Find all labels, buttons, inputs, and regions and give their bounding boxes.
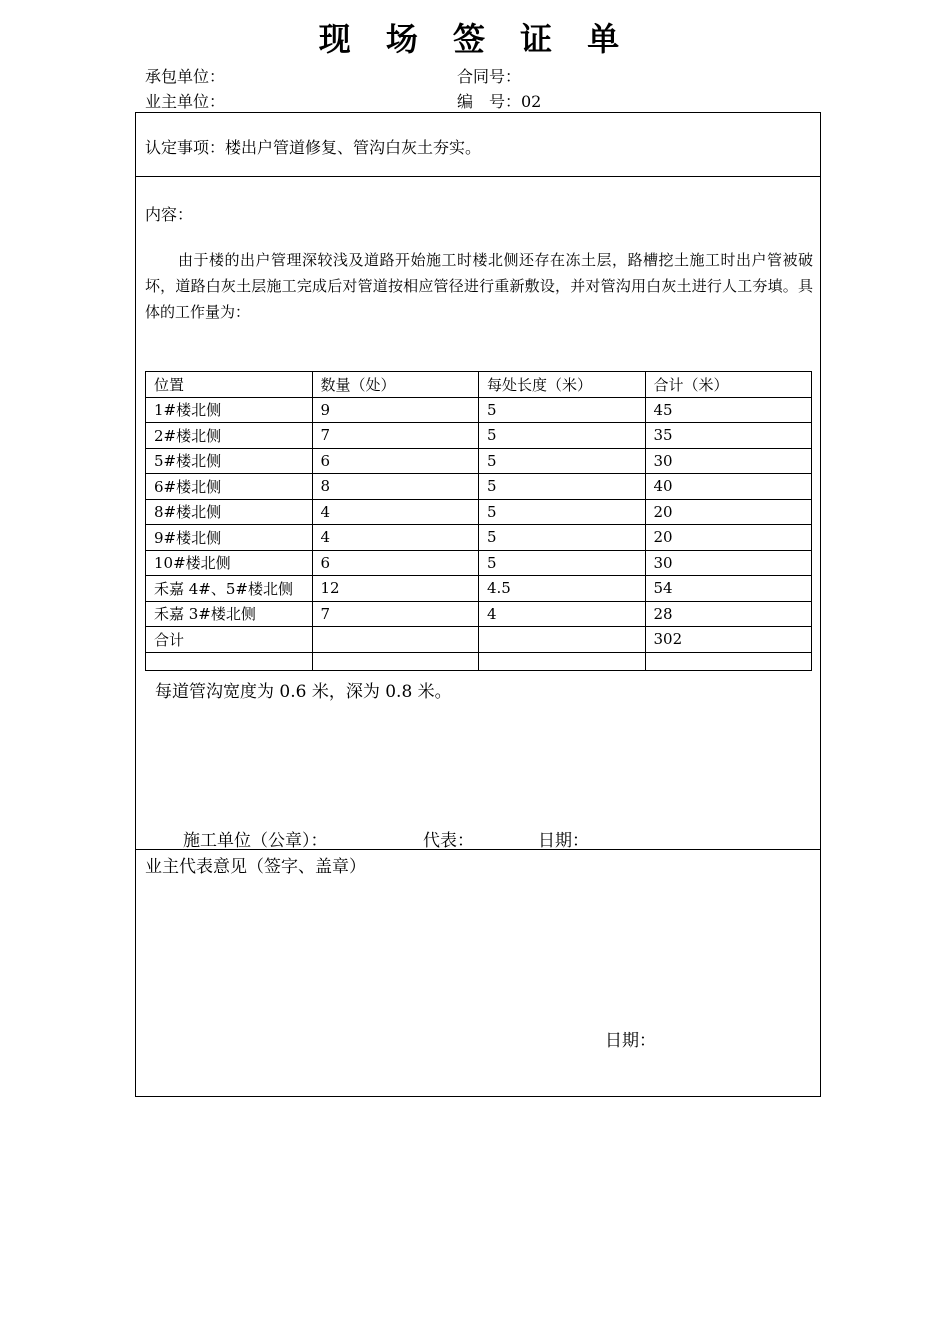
table-cell: 6 — [312, 448, 479, 474]
table-cell: 合计 — [146, 627, 313, 653]
table-cell — [312, 652, 479, 670]
table-cell: 2#楼北侧 — [146, 423, 313, 449]
contract-no-label: 合同号： — [457, 67, 522, 86]
table-cell: 5 — [479, 423, 646, 449]
table-cell: 54 — [645, 576, 812, 602]
content-paragraph: 由于楼的出户管理深较浅及道路开始施工时楼北侧还存在冻土层，路槽挖土施工时出户管被破坏，道路白灰土层施工完成后对管道按相应管径进行重新敷设，并对管沟用白灰土进行人工夯填。具体的工作量为： — [145, 251, 813, 321]
table-row — [146, 550, 812, 576]
table-cell: 7 — [312, 601, 479, 627]
table-cell: 12 — [312, 576, 479, 602]
table-cell: 4 — [312, 499, 479, 525]
table-cell — [146, 652, 313, 670]
document-title: 现 场 签 证 单 — [318, 20, 632, 58]
table-cell: 4.5 — [479, 576, 646, 602]
table-cell: 5#楼北侧 — [146, 448, 313, 474]
table-cell: 5 — [479, 448, 646, 474]
table-cell — [312, 627, 479, 653]
representative-label: 代表： — [423, 831, 474, 851]
divider — [136, 849, 820, 850]
table-row — [146, 423, 812, 449]
table-cell: 5 — [479, 474, 646, 500]
table-row — [146, 601, 812, 627]
table-cell: 20 — [645, 499, 812, 525]
table-cell: 6#楼北侧 — [146, 474, 313, 500]
table-cell: 9#楼北侧 — [146, 525, 313, 551]
serial-number: 编 号：02 — [457, 92, 542, 111]
table-row — [146, 576, 812, 602]
matter-text: 认定事项：楼出户管道修复、管沟白灰土夯实。 — [145, 138, 482, 157]
table-total-row — [146, 627, 812, 653]
column-header: 数量（处） — [312, 372, 479, 398]
table-cell — [479, 627, 646, 653]
table-cell: 5 — [479, 397, 646, 423]
table-cell: 4 — [312, 525, 479, 551]
table-cell: 30 — [645, 448, 812, 474]
table-cell: 1#楼北侧 — [146, 397, 313, 423]
table-cell: 8 — [312, 474, 479, 500]
table-cell: 30 — [645, 550, 812, 576]
owner-date-label: 日期： — [605, 1031, 656, 1051]
table-row — [146, 499, 812, 525]
table-cell: 7 — [312, 423, 479, 449]
table-cell: 禾嘉 4#、5#楼北侧 — [146, 576, 313, 602]
table-cell: 禾嘉 3#楼北侧 — [146, 601, 313, 627]
table-cell: 6 — [312, 550, 479, 576]
workload-table — [145, 371, 812, 671]
table-cell: 40 — [645, 474, 812, 500]
owner-opinion-label: 业主代表意见（签字、盖章） — [145, 857, 366, 877]
table-row — [146, 525, 812, 551]
column-header: 位置 — [146, 372, 313, 398]
table-header-row — [146, 372, 812, 398]
table-cell: 35 — [645, 423, 812, 449]
divider — [136, 176, 820, 177]
column-header: 每处长度（米） — [479, 372, 646, 398]
column-header: 合计（米） — [645, 372, 812, 398]
contractor-label: 承包单位： — [145, 67, 226, 86]
table-cell: 9 — [312, 397, 479, 423]
form-frame — [135, 112, 821, 1097]
table-cell: 5 — [479, 525, 646, 551]
table-cell: 5 — [479, 550, 646, 576]
table-cell: 20 — [645, 525, 812, 551]
signature-date-label: 日期： — [538, 831, 589, 851]
table-cell: 302 — [645, 627, 812, 653]
table-cell: 8#楼北侧 — [146, 499, 313, 525]
content-label: 内容： — [145, 205, 194, 224]
table-empty-row — [146, 652, 812, 670]
table-cell: 45 — [645, 397, 812, 423]
table-cell: 4 — [479, 601, 646, 627]
owner-unit-label: 业主单位： — [145, 92, 226, 111]
table-cell — [645, 652, 812, 670]
construction-unit-label: 施工单位（公章）： — [183, 831, 328, 851]
trench-note: 每道管沟宽度为 0.6 米，深为 0.8 米。 — [155, 682, 452, 702]
table-row — [146, 448, 812, 474]
table-cell: 10#楼北侧 — [146, 550, 313, 576]
table-cell: 5 — [479, 499, 646, 525]
table-row — [146, 397, 812, 423]
table-row — [146, 474, 812, 500]
table-cell — [479, 652, 646, 670]
table-cell: 28 — [645, 601, 812, 627]
